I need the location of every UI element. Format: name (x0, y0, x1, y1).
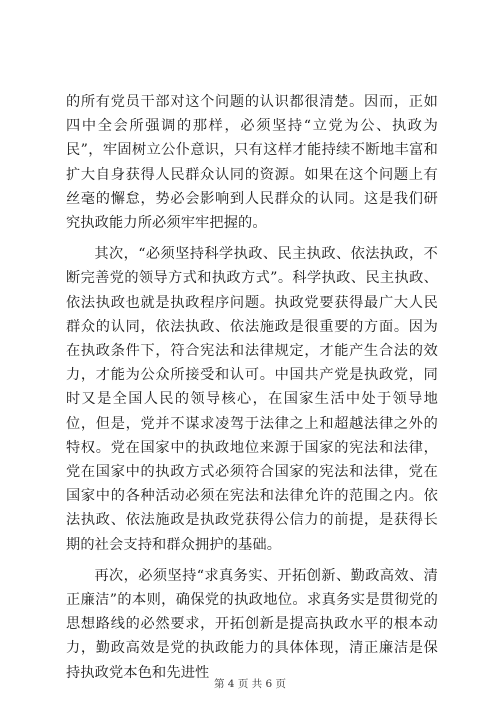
paragraph-thirdly: 再次，必须坚持“求真务实、开拓创新、勤政高效、清正廉洁”的本则，确保党的执政地位。求真务实是贯彻党的思想路线的必然要求，开拓创新是提高执政水平的根本动力，勤政高效是党的执政能力的具体体现，清正廉洁是保持执政党本色和先进性 (66, 567, 438, 681)
document-body (66, 90, 438, 692)
paragraph-secondly: 其次，“必须坚持科学执政、民主执政、依法执政，不断完善党的领导方式和执政方式”。科学执政、民主执政、依法执政也就是执政程序问题。执政党要获得最广大人民群众的认同，依法执政、依法施政是很重要的方面。因为在执政条件下，符合宪法和法律规定，才能产生合法的效力，才能为公众所接受和认可。中国共产党是执政党，同时又是全国人民的领导核心，在国家生活中处于领导地位，但是，党并不谋求凌驾于法律之上和超越法律之外的特权。党在国家中的执政地位来源于国家的宪法和法律，党在国家中的执政方式必须符合国家的宪法和法律，党在国家中的各种活动必须在宪法和法律允许的范围之内。依法执政、依法施政是执政党获得公信力的前提，是获得长期的社会支持和群众拥护的基础。 (66, 246, 438, 553)
page-number-footer: 第 4 页 共 6 页 (213, 678, 287, 690)
paragraph-continuation: 的所有党员干部对这个问题的认识都很清楚。因而，正如四中全会所强调的那样，必须坚持“立党为公、执政为民”，牢固树立公仆意识，只有这样才能持续不断地丰富和扩大自身获得人民群众认同的资源。如果在这个问题上有丝毫的懈怠，势必会影响到人民群众的认同。这是我们研究执政能力所必须牢牢把握的。 (66, 94, 438, 232)
